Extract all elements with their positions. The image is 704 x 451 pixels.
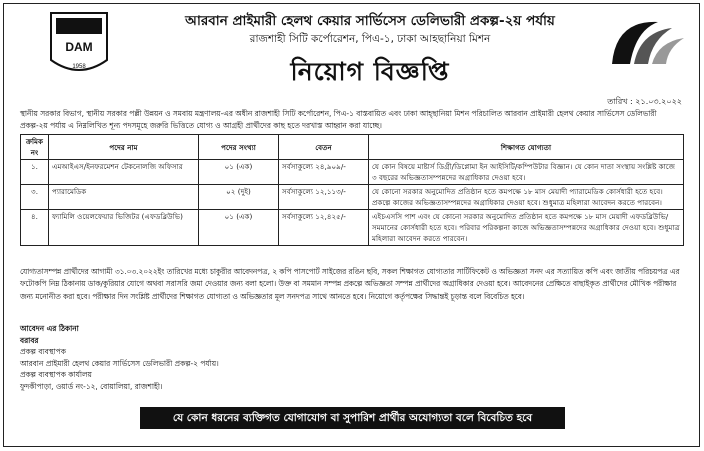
cell-count: ০১ (এক)	[199, 160, 279, 185]
address-line: প্রকল্প ব্যবস্থাপক কার্যালয়	[20, 370, 92, 380]
vacancy-table	[20, 134, 684, 246]
logo-year: 1958	[72, 64, 86, 70]
project-logo	[606, 12, 688, 74]
cell-salary: সর্বসাকুল্যে ১২,৪২৫/-	[279, 210, 369, 246]
cell-qualification: এইচএসসি পাশ এবং যে কোনো সরকার অনুমোদিত প্রতিষ্ঠান হতে কমপক্ষে ১৮ মাস মেয়াদী এফডব্লিউভি/সমমানের কোর্সধারী হতে হবে। পরিবার পরিকল্পনা কাজে অভিজ্ঞতাসম্পন্নদের অগ্রাধিকার দেওয়া হবে। শুধুমাত্র মহিলারা আবেদন করতে পারবেন।	[369, 210, 684, 246]
address-line: আরবান প্রাইমারী হেলথ কেয়ার সার্ভিসেস ডেলিভারী প্রকল্প-২ পর্যায়।	[20, 358, 219, 368]
address-to: বরাবর	[20, 335, 39, 345]
cell-count: ০১ (এক)	[199, 210, 279, 246]
cell-salary: সর্বসাকুল্যে ১২,১১৩/-	[279, 185, 369, 210]
column-header-qualification: শিক্ষাগত যোগ্যতা	[369, 135, 684, 160]
cell-post: প্যারামেডিক	[49, 185, 199, 210]
column-header-post: পদের নাম	[49, 135, 199, 160]
cell-serial: ৩.	[21, 185, 49, 210]
address-heading: আবেদন এর ঠিকানা	[20, 324, 79, 333]
table-header-row	[21, 135, 684, 160]
address-block	[20, 323, 420, 393]
cell-qualification: যে কোন বিষয়ে মাষ্টার্স ডিগ্রী/ডিপ্লোমা ইন আইসিটি/কম্পিউটার বিজ্ঞান। যে কোন দাতা সংস্থায় সংশ্লিষ্ট কাজে ৩ বছরের অভিজ্ঞতাসম্পন্নদের অগ্রাধিকার দেওয়া হবে।	[369, 160, 684, 185]
instructions-paragraph: যোগ্যতাসম্পন্ন প্রার্থীদের আগামী ৩১.০৩.২০২২ইং তারিখের মধ্যে চাকুরীর আবেদনপত্র, ২ কপি পাসপোর্ট সাইজের রঙিন ছবি, সকল শিক্ষাগত যোগ্যতার সার্টিফিকেট ও অভিজ্ঞতা সনদ এর সত্যায়িত কপি এবং জাতীয় পরিচয়পত্র এর ফটোকপি নিম্ন ঠিকানায় ডাক/কুরিয়ার যোগে অথবা সরাসরি জমা দেওয়ার জন্য বলা হলো। উক্ত বা সমমান সম্পন্ন প্রকল্পে অভিজ্ঞতা সম্পন্ন প্রার্থীদের অগ্রাধিকার দেওয়া হবে। আবেদনের প্রেক্ষিতে বাছাইকৃত প্রার্থীদের মৌখিক পরীক্ষার জন্য মনোনীত করা হবে। পরীক্ষার দিন সংশ্লিষ্ট প্রার্থীদের শিক্ষাগত যোগ্যতা ও অভিজ্ঞতার মূল সনদপত্র সাথে আনতে হবে। নিয়োগে কর্তৃপক্ষের সিদ্ধান্তই চূড়ান্ত বলে বিবেচিত হবে।	[20, 267, 680, 301]
cell-qualification: যে কোনো সরকার অনুমোদিত প্রতিষ্ঠান হতে কমপক্ষে ১৮ মাস মেয়াদী প্যারামেডিক কোর্সধারী হতে হবে। প্রকল্পে কাজের অভিজ্ঞতাসম্পন্নদের অগ্রাধিকার দেওয়া হবে। শুধুমাত্র মহিলারা আবেদন করতে পারবেন।	[369, 185, 684, 210]
column-header-salary: বেতন	[279, 135, 369, 160]
dam-logo	[48, 10, 110, 82]
cell-post: এমআইএস/ইনফরমেশন টেকনোলজি অফিসার	[49, 160, 199, 185]
column-header-count: পদের সংখ্যা	[199, 135, 279, 160]
cell-post: ফ্যামিলি ওয়েলফেয়ার ভিজিটর (এফডব্লিউভি)	[49, 210, 199, 246]
logo-text: DAM	[65, 40, 93, 54]
cell-count: ০২ (দুই)	[199, 185, 279, 210]
address-line: প্রকল্প ব্যবস্থাপক	[20, 347, 66, 357]
cell-serial: ৪.	[21, 210, 49, 246]
project-title: আরবান প্রাইমারী হেলথ কেয়ার সার্ভিসেস ডেলিভারী প্রকল্প-২য় পর্যায়	[185, 13, 555, 29]
notice-heading: নিয়োগ বিজ্ঞপ্তি	[290, 57, 450, 86]
table-row	[21, 160, 684, 185]
table-row	[21, 210, 684, 246]
intro-paragraph: স্থানীয় সরকার বিভাগ, স্থানীয় সরকার পল্লী উন্নয়ন ও সমবায় মন্ত্রণালয়-এর অধীন রাজশাহী সিটি কর্পোরেশন, পিএ-১ বাস্তবায়িত এবং ঢাকা আহ্ছানিয়া মিশন পরিচালিত আরবান প্রাইমারী হেলথ কেয়ার সার্ভিসেস ডেলিভারী প্রকল্প-২য় পর্যায় এ নিম্নলিখিত শূন্য পদসমূহে জরুরি ভিত্তিতে যোগ্য ও আগ্রহী প্রার্থীদের কাছ হতে দরখাস্ত আহ্বান করা যাচ্ছে।	[20, 109, 657, 130]
warning-banner: যে কোন ধরনের ব্যক্তিগত যোগাযোগ বা সুপারিশ প্রার্থীর অযোগ্যতা বলে বিবেচিত হবে	[140, 407, 565, 429]
table-row	[21, 185, 684, 210]
organization-subtitle: রাজশাহী সিটি কর্পোরেশন, পিএ-১, ঢাকা আহছানিয়া মিশন	[249, 33, 491, 45]
cell-serial: ১.	[21, 160, 49, 185]
address-line: ফুদকীপাড়া, ওয়ার্ড নং-১২, বোয়ালিয়া, রাজশাহী।	[20, 381, 163, 391]
column-header-serial: ক্রমিক নং	[21, 135, 49, 160]
cell-salary: সর্বসাকুল্যে ২৪,৯০৯/-	[279, 160, 369, 185]
notice-date: তারিখ : ২১.০৩.২০২২	[607, 97, 682, 106]
